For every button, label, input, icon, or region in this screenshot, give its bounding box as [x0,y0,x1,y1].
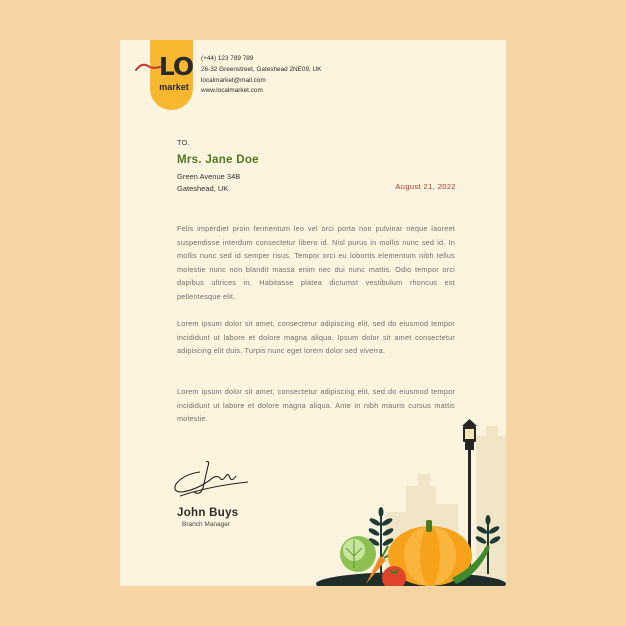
letter-date: August 21, 2022 [395,182,456,191]
letterhead-page [120,40,506,586]
signature-icon [170,458,254,502]
contact-block [201,54,321,97]
recipient-address [177,171,240,195]
contact-address: 26-32 Greenstreet, Gateshead 2NE09, UK [201,65,322,73]
logo-lo-text: LO [158,52,194,81]
body-paragraph-2: Lorem ipsum dolor sit amet, consectetur adipiscing elit, sed do eiusmod tempor incididunt ut labore et dolore magna aliqua. Ipsum dolor sit amet consectetur adipiscing elit duis. Turpis nunc eget lorem dolor sed viverra. [177,319,455,356]
vegetable-illustration [316,416,506,586]
body-paragraph-1: Felis imperdiet proin fermentum leo vel orci porta non pulvinar neque laoreet suspendisse interdum consectetur libero id. Nisl purus in mollis nunc sed id. In mollis nunc sed id semper risus. Tempor orci eu lobortis elementum nibh tellus molestie nunc non blandit massa enim nec dui nunc mattis. Odio tempor orci dapibus ultrices in. Habitasse platea dictumst vestibulum rhoncus est pellentesque elit. [177,224,455,301]
sender-role: Branch Manager [182,521,231,528]
contact-email: localmarket@mail.com [201,76,266,84]
to-label: TO. [177,138,190,147]
cabbage-icon [340,536,376,572]
logo-market-text: market [159,82,189,92]
sender-name: John Buys [177,507,239,519]
recipient-street: Green Avenue 34B [177,172,241,181]
body-paragraph-3: Lorem ipsum dolor sit amet, consectetur adipiscing elit, sed do eiusmod tempor incididunt ut labore et dolore magna aliqua. Ante in nibh mauris cursus mattis molestie. [177,387,455,424]
contact-website: www.localmarket.com [201,87,263,95]
recipient-name: Mrs. Jane Doe [177,154,259,166]
contact-phone: (+44) 123 789 789 [201,55,254,62]
recipient-city: Gateshead, UK [177,184,229,193]
